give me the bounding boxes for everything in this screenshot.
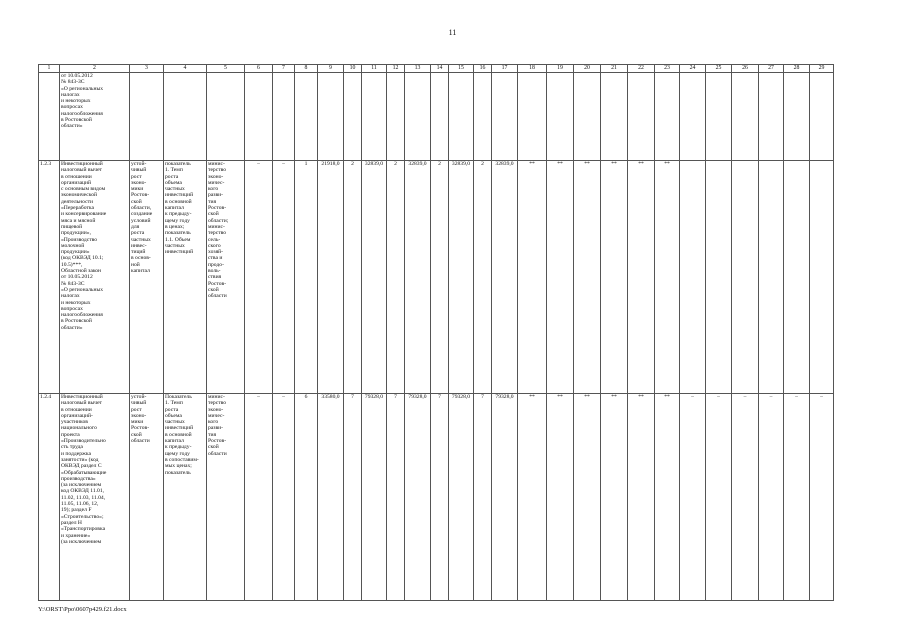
header-cell: 17	[492, 65, 518, 73]
value-cell	[492, 73, 518, 161]
value-cell: –	[273, 161, 295, 394]
value-cell	[245, 73, 273, 161]
header-cell: 22	[628, 65, 655, 73]
header-cell: 12	[387, 65, 405, 73]
value-cell	[759, 161, 784, 394]
header-cell: 28	[784, 65, 810, 73]
value-cell: **	[518, 394, 547, 601]
value-cell	[628, 73, 655, 161]
value-cell: 32839,0	[492, 161, 518, 394]
value-cell: –	[273, 394, 295, 601]
measure-name: Инвестиционный налоговый вычет в отношении организаций с основным видом экономической деятельности «Переработка и консервирование мяса и мясной пищевой продукции», «Производство молочной продукции» (код ОКВЭД 10.1; 10.5)***, Областной закон от 10.05.2012 № 843-ЗС «О региональных налогах и некоторых вопросах налогообложения в Ростовской области»	[60, 161, 130, 394]
header-cell: 3	[130, 65, 164, 73]
value-cell: –	[784, 394, 810, 601]
value-cell: 79328,0	[405, 394, 431, 601]
goal-cell: устой- чивый рост эконо- мики Ростов- ской области, создание условий для роста частных инвес- тиций в основ- ной капитал	[130, 161, 164, 394]
value-cell	[344, 73, 362, 161]
budget-table	[38, 64, 834, 601]
value-cell: 7	[474, 394, 492, 601]
value-cell: 32839,0	[362, 161, 387, 394]
value-cell: **	[628, 394, 655, 601]
value-cell: 7	[431, 394, 449, 601]
value-cell	[680, 161, 706, 394]
header-cell: 18	[518, 65, 547, 73]
value-cell	[732, 161, 759, 394]
value-cell: **	[518, 161, 547, 394]
page-number: 11	[448, 28, 457, 37]
value-cell: **	[655, 161, 680, 394]
header-row	[39, 65, 834, 73]
value-cell: **	[547, 161, 574, 394]
value-cell: 33580,0	[318, 394, 344, 601]
value-cell	[518, 73, 547, 161]
value-cell	[732, 73, 759, 161]
row-number	[39, 73, 60, 161]
value-cell: –	[680, 394, 706, 601]
header-cell: 24	[680, 65, 706, 73]
header-cell: 19	[547, 65, 574, 73]
value-cell	[655, 73, 680, 161]
value-cell	[449, 73, 474, 161]
value-cell: –	[759, 394, 784, 601]
header-cell: 29	[810, 65, 834, 73]
header-cell: 13	[405, 65, 431, 73]
table-row-continuation	[39, 73, 834, 161]
value-cell	[547, 73, 574, 161]
value-cell	[680, 73, 706, 161]
value-cell: 2	[344, 161, 362, 394]
value-cell	[810, 73, 834, 161]
indicator-cell: Показатель 1. Темп роста объема частных инвестиций в основной капитал к предыду- щему году в сопоставим- мых ценах; показатель	[164, 394, 207, 601]
header-cell: 1	[39, 65, 60, 73]
value-cell: –	[810, 394, 834, 601]
value-cell: 32839,0	[449, 161, 474, 394]
value-cell: 79328,0	[449, 394, 474, 601]
header-cell: 14	[431, 65, 449, 73]
value-cell	[706, 161, 732, 394]
value-cell: 6	[295, 394, 318, 601]
header-cell: 9	[318, 65, 344, 73]
value-cell: 21918,0	[318, 161, 344, 394]
header-cell: 5	[207, 65, 245, 73]
value-cell	[601, 73, 628, 161]
value-cell: **	[628, 161, 655, 394]
header-cell: 15	[449, 65, 474, 73]
value-cell	[759, 73, 784, 161]
table-row-1-2-3	[39, 161, 834, 394]
goal-cell	[130, 73, 164, 161]
value-cell	[784, 161, 810, 394]
value-cell	[706, 73, 732, 161]
file-path-footer: Y:\ORST\Ppo\0607p429.f21.docx	[38, 606, 127, 613]
value-cell: 7	[344, 394, 362, 601]
header-cell: 11	[362, 65, 387, 73]
value-cell: –	[706, 394, 732, 601]
value-cell: **	[547, 394, 574, 601]
value-cell	[405, 73, 431, 161]
header-cell: 2	[60, 65, 130, 73]
value-cell: –	[245, 161, 273, 394]
value-cell	[574, 73, 601, 161]
value-cell: **	[601, 394, 628, 601]
responsible-cell: минис- терство эконо- мичес- кого разви- тия Ростов- ской области; минис- терство сель- ского хозяй- ства и продо- воль- ствия Ростов- ской области	[207, 161, 245, 394]
header-cell: 25	[706, 65, 732, 73]
header-cell: 26	[732, 65, 759, 73]
value-cell: **	[574, 394, 601, 601]
value-cell: 79328,0	[492, 394, 518, 601]
header-cell: 4	[164, 65, 207, 73]
measure-name: Инвестиционный налоговый вычет в отношении организаций- участников национального проекта «Производительно сть труда и поддержка занятости» (код ОКВЭД раздел С «Обрабатывающие производства» (за исключением код ОКВЭД 11.01, 11.02, 11.03, 11.04, 11.05, 11.06, 12, 19); раздел F «Строительство»; раздел H «Транспортировка и хранение» (за исключением	[60, 394, 130, 601]
value-cell	[318, 73, 344, 161]
responsible-cell: минис- терство эконо- мичес- кого разви- тия Ростов- ской области	[207, 394, 245, 601]
value-cell: 7	[387, 394, 405, 601]
header-cell: 21	[601, 65, 628, 73]
value-cell	[273, 73, 295, 161]
responsible-cell	[207, 73, 245, 161]
header-cell: 16	[474, 65, 492, 73]
value-cell: 1	[295, 161, 318, 394]
header-cell: 8	[295, 65, 318, 73]
value-cell	[474, 73, 492, 161]
header-cell: 6	[245, 65, 273, 73]
value-cell	[810, 161, 834, 394]
value-cell	[362, 73, 387, 161]
value-cell: 2	[474, 161, 492, 394]
table-row-1-2-4	[39, 394, 834, 601]
header-cell: 7	[273, 65, 295, 73]
value-cell	[784, 73, 810, 161]
value-cell	[295, 73, 318, 161]
row-number: 1.2.4	[39, 394, 60, 601]
value-cell: 79328,0	[362, 394, 387, 601]
value-cell: –	[245, 394, 273, 601]
indicator-cell	[164, 73, 207, 161]
goal-cell: устой- чивый рост эконо- мики Ростов- ской области	[130, 394, 164, 601]
value-cell: –	[732, 394, 759, 601]
row-number: 1.2.3	[39, 161, 60, 394]
value-cell: **	[601, 161, 628, 394]
indicator-cell: показатель 1. Темп роста объема частных инвестиций в основной капитал к предыду- щему году в ценах; показатель 1.1. Объем частных инвестиций	[164, 161, 207, 394]
header-cell: 20	[574, 65, 601, 73]
measure-name: от 10.05.2012 № 843-ЗС «О региональных налогах и некоторых вопросах налогообложения в Ростовской области»	[60, 73, 130, 161]
value-cell: 32839,0	[405, 161, 431, 394]
value-cell: 2	[387, 161, 405, 394]
value-cell	[431, 73, 449, 161]
value-cell	[387, 73, 405, 161]
value-cell: 2	[431, 161, 449, 394]
header-cell: 27	[759, 65, 784, 73]
header-cell: 23	[655, 65, 680, 73]
header-cell: 10	[344, 65, 362, 73]
value-cell: **	[574, 161, 601, 394]
value-cell: **	[655, 394, 680, 601]
